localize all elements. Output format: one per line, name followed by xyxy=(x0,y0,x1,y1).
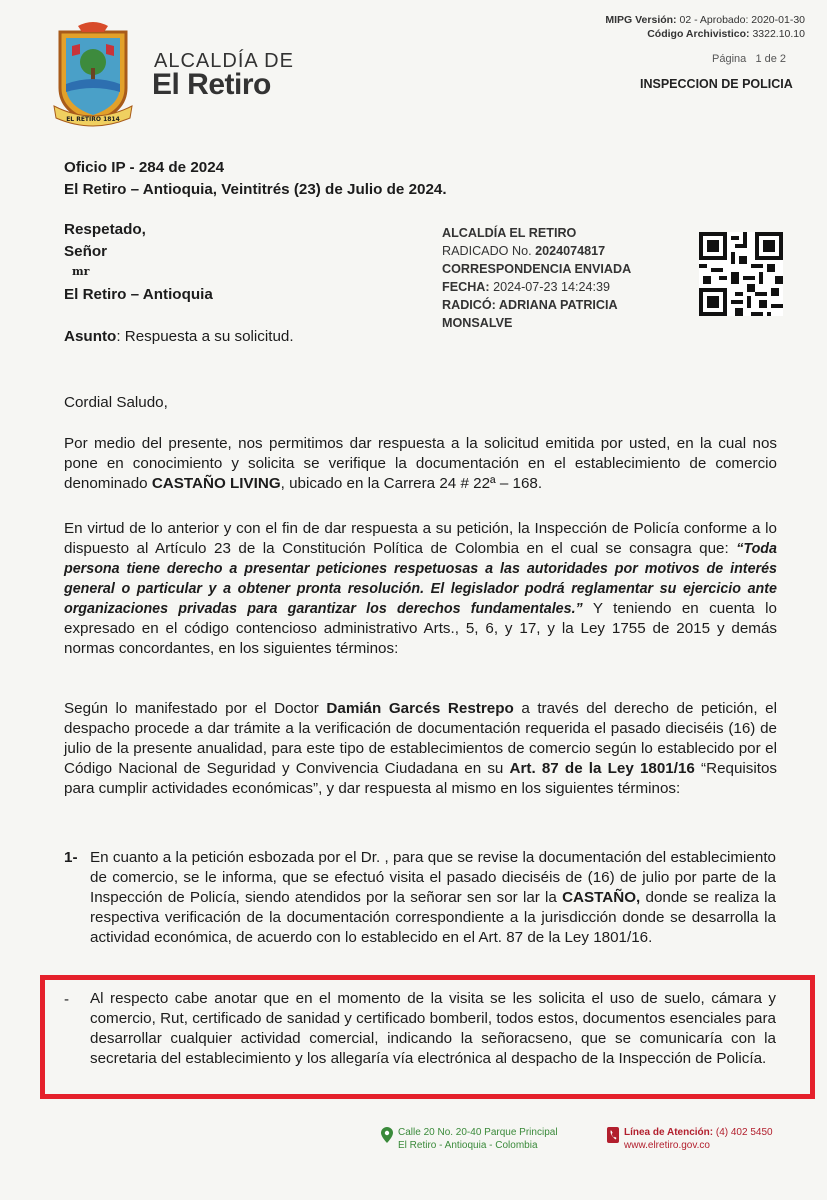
p3-text-b: a través del derecho de petición, el despacho procede a dar trámite a la verificación de documentación requerida el pasado dieciséis (16) de julio de la presente anualidad, para este tipo de establecimientos de comercio según lo establecido por el Código Nacional de Seguridad y Convivencia Ciudadana en su xyxy=(64,700,777,777)
page-indicator xyxy=(712,53,786,65)
constitution-quote: “Toda persona tiene derecho a presentar peticiones respetuosas a las autoridades por motivos de interés general o particular y a obtener pronta resolución. El legislador podrá reglamentar su ejercicio ante organizaciones privadas para garantizar los derechos fundamentales.” xyxy=(64,541,777,617)
p3-text-c: “Requisitos para cumplir actividades económicas”, y dar respuesta al mismo en los siguientes términos: xyxy=(64,760,778,797)
department-name: INSPECCION DE POLICIA xyxy=(640,77,793,91)
location-pin-icon xyxy=(381,1127,393,1143)
document-metadata xyxy=(605,13,805,41)
footer-contact xyxy=(624,1126,773,1152)
mipg-label: MIPG Versión: xyxy=(605,14,677,26)
p3-text-a: Según lo manifestado por el Doctor xyxy=(64,700,327,717)
radicado-stamp xyxy=(442,224,631,332)
greeting-name-fragment: mr xyxy=(72,265,90,278)
page-label: Página xyxy=(712,53,747,65)
radicado-line-6: MONSALVE xyxy=(442,316,513,330)
phone-icon xyxy=(607,1127,619,1143)
law-article: Art. 87 de la Ley 1801/16 xyxy=(509,760,695,777)
brand-line-2: El Retiro xyxy=(152,68,271,101)
asunto-text: : Respuesta a su solicitud. xyxy=(116,328,294,345)
phone-value: (4) 402 5450 xyxy=(715,1127,773,1138)
paragraph-3 xyxy=(64,699,777,799)
greeting-senor: Señor xyxy=(64,243,108,260)
item-2-text: Al respecto cabe anotar que en el momento de la visita se les solicita el uso de suelo, cámara y comercio, Rut, certificado de sanidad y certificado bomberil, todos estos, documentos esenciales para desarrollar cualquier actividad comercial, indicando la señoracseno, que se comunicaría con la secretaria del establecimiento y los allegaría vía electrónica al despacho de la Inspección de Policía. xyxy=(90,990,776,1067)
fecha-value: 2024-07-23 14:24:39 xyxy=(493,280,611,294)
item-1-text-b: donde se realiza la respectiva verificación de la documentación correspondiente a la jurisdicción donde se desarrolla la actividad económica, de acuerdo con lo establecido en el Art. 87 de la Ley 1801/16. xyxy=(90,889,776,946)
paragraph-1 xyxy=(64,434,777,494)
oficio-number: Oficio IP - 284 de 2024 xyxy=(64,159,225,176)
municipal-crest-logo xyxy=(50,18,136,130)
item-1-number: 1- xyxy=(64,849,78,866)
item-1-bold: CASTAÑO, xyxy=(562,889,641,906)
fecha-label: FECHA: xyxy=(442,280,490,294)
asunto-label: Asunto xyxy=(64,328,117,345)
establishment-name: CASTAÑO LIVING xyxy=(151,475,281,492)
qr-code-icon xyxy=(699,232,783,316)
p1-text-c: , ubicado en la Carrera 24 # 22ª – 168. xyxy=(280,475,543,492)
item-1-text xyxy=(90,848,776,948)
item-2-bullet: - xyxy=(64,991,70,1008)
doctor-name: Damián Garcés Restrepo xyxy=(326,700,514,717)
p1-text-a: Por medio del presente, nos permitimos dar respuesta a la solicitud emitida por usted, en la cual nos pone en conocimiento y solicita se verifique la documentación en el establecimiento de comercio denominado xyxy=(64,435,777,492)
paragraph-2 xyxy=(64,519,777,659)
radicado-label: RADICADO No. xyxy=(442,244,532,258)
radicado-line-5: RADICÓ: ADRIANA PATRICIA xyxy=(442,298,618,312)
place-date: El Retiro – Antioquia, Veintitrés (23) de Julio de 2024. xyxy=(64,181,447,198)
footer-address xyxy=(398,1126,558,1152)
p2-text-a: En virtud de lo anterior y con el fin de dar respuesta a su petición, la Inspección de Policía conforme a lo dispuesto al Artículo 23 de la Constitución Política de Colombia en el cual se consagra que: xyxy=(64,520,777,557)
codigo-label: Código Archivistico: xyxy=(647,28,750,40)
footer-address-line-2: El Retiro - Antioquia - Colombia xyxy=(398,1140,538,1151)
radicado-line-3: CORRESPONDENCIA ENVIADA xyxy=(442,262,632,276)
greeting-respetado: Respetado, xyxy=(64,221,146,238)
asunto-line xyxy=(64,327,294,347)
greeting-city: El Retiro – Antioquia xyxy=(64,286,213,303)
mipg-value: 02 - Aprobado: 2020-01-30 xyxy=(679,14,805,26)
codigo-value: 3322.10.10 xyxy=(752,28,805,40)
footer-address-line-1: Calle 20 No. 20-40 Parque Principal xyxy=(398,1127,558,1138)
crest-banner-text: EL RETIRO 1814 xyxy=(66,116,120,123)
phone-label: Línea de Atención: xyxy=(624,1127,714,1138)
radicado-number: 2024074817 xyxy=(535,244,606,258)
page-value: 1 de 2 xyxy=(755,53,787,65)
brand-line-1: ALCALDÍA DE xyxy=(154,50,294,72)
radicado-line-1: ALCALDÍA EL RETIRO xyxy=(442,226,577,240)
p2-text-b: Y teniendo en cuenta lo expresado en el código contencioso administrativo Arts., 5, 6, y 17, y la Ley 1755 de 2015 y demás normas concordantes, en los siguientes términos: xyxy=(64,600,777,657)
item-1-text-a: En cuanto a la petición esbozada por el Dr. , para que se revise la documentación del establecimiento de comercio, se le informa, que se efectuó visita el pasado dieciséis de (16) de julio por parte de la Inspección de Policía, siendo atendidos por la señorar sen sor lar la xyxy=(90,849,776,906)
footer-website[interactable]: www.elretiro.gov.co xyxy=(624,1140,710,1151)
cordial-saludo: Cordial Saludo, xyxy=(64,394,168,411)
